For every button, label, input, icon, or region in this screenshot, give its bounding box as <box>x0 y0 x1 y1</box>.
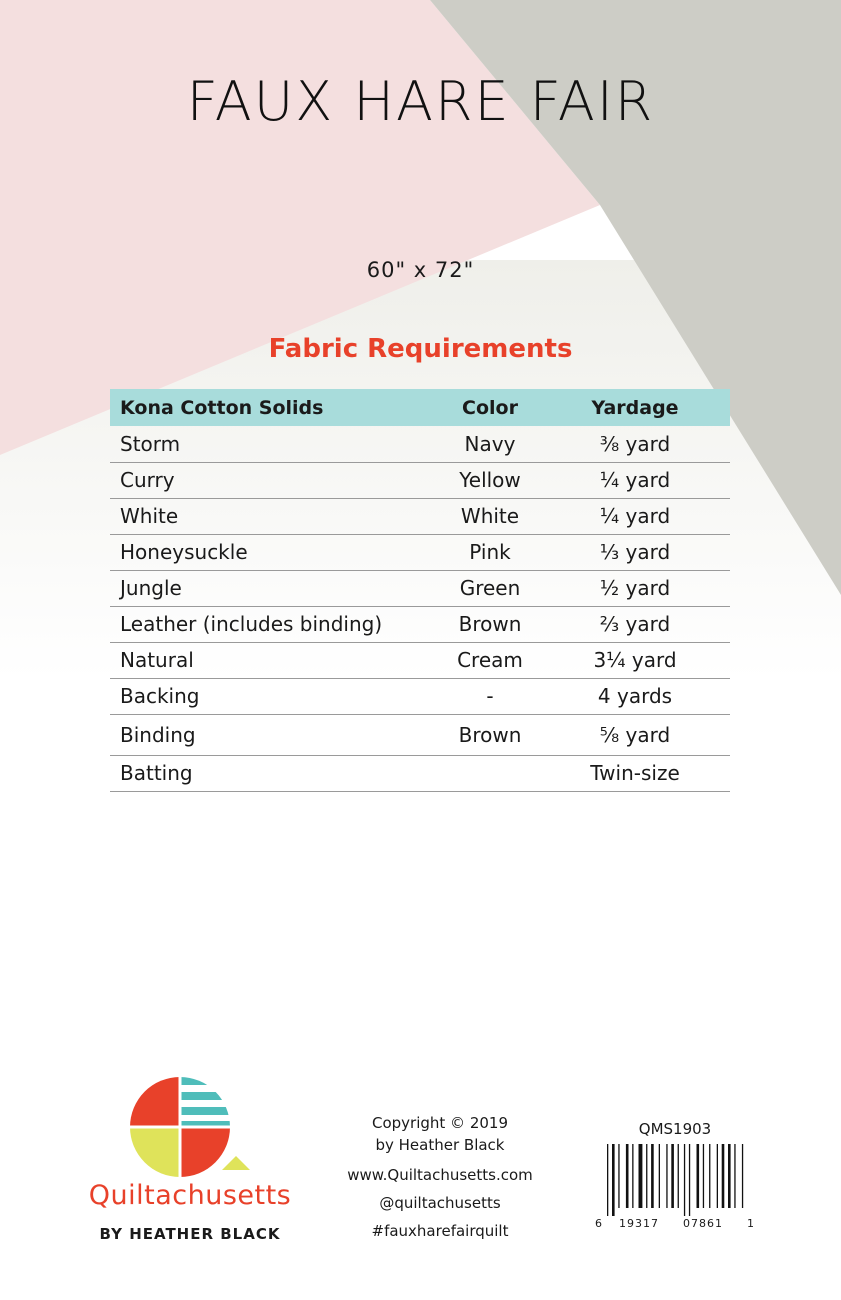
barcode-bar <box>612 1144 615 1216</box>
barcode-bar <box>684 1144 685 1216</box>
copyright-line: Copyright © 2019 <box>371 1114 508 1132</box>
barcode-digit-check: 1 <box>747 1217 755 1230</box>
cell-yardage: ³⁄₈ yard <box>540 426 730 462</box>
table-row <box>110 714 730 755</box>
barcode-bar <box>618 1144 619 1208</box>
barcode-bar <box>678 1144 679 1208</box>
barcode-bar <box>728 1144 731 1208</box>
cell-yardage: ¼ yard <box>540 498 730 534</box>
barcode-bar <box>689 1144 690 1216</box>
section-title: Fabric Requirements <box>268 334 573 364</box>
cell-color: Brown <box>440 714 540 755</box>
brand-byline: BY HEATHER BLACK <box>99 1225 281 1243</box>
barcode-block <box>595 1120 755 1240</box>
barcode-bar <box>651 1144 654 1208</box>
cell-fabric: Leather (includes binding) <box>110 606 440 642</box>
credits-block <box>320 1112 560 1242</box>
cell-yardage: Twin-size <box>540 755 730 791</box>
cell-yardage: ⁵⁄₈ yard <box>540 714 730 755</box>
brand-name: Quiltachusetts <box>88 1180 292 1211</box>
barcode-bar <box>734 1144 735 1208</box>
barcode-bar <box>722 1144 725 1208</box>
barcode-icon <box>605 1144 745 1216</box>
cell-color: Cream <box>440 642 540 678</box>
cell-color: - <box>440 678 540 714</box>
cell-color: Navy <box>440 426 540 462</box>
cell-yardage: 4 yards <box>540 678 730 714</box>
sku-code: QMS1903 <box>638 1120 712 1138</box>
header-yardage: Yardage <box>540 389 730 426</box>
table-row <box>110 606 730 642</box>
table-row <box>110 642 730 678</box>
barcode-bar <box>632 1144 633 1208</box>
quilt-size: 60" x 72" <box>366 258 475 282</box>
barcode-bar <box>742 1144 743 1208</box>
barcode-bar <box>646 1144 647 1208</box>
cell-yardage: ½ yard <box>540 570 730 606</box>
quiltachusetts-logo <box>60 1070 320 1250</box>
table-header-row <box>110 389 730 426</box>
table-row <box>110 498 730 534</box>
table-row <box>110 755 730 791</box>
social-handle: @quiltachusetts <box>379 1194 501 1212</box>
hashtag: #fauxharefairquilt <box>371 1222 509 1240</box>
cell-fabric: Backing <box>110 678 440 714</box>
cell-color: Brown <box>440 606 540 642</box>
barcode-bar <box>626 1144 629 1208</box>
website-link[interactable]: www.Quiltachusetts.com <box>347 1166 533 1184</box>
barcode-bar <box>639 1144 643 1208</box>
cell-fabric: Curry <box>110 462 440 498</box>
barcode-bar <box>659 1144 660 1208</box>
barcode-digits-left: 19317 <box>619 1217 659 1230</box>
barcode-bar <box>607 1144 608 1216</box>
cell-fabric: Honeysuckle <box>110 534 440 570</box>
cell-yardage: ¹⁄₃ yard <box>540 534 730 570</box>
table-row <box>110 678 730 714</box>
barcode-bar <box>697 1144 700 1208</box>
cell-color: Green <box>440 570 540 606</box>
cell-yardage: 3¼ yard <box>540 642 730 678</box>
cell-color <box>440 755 540 791</box>
pattern-title: FAUX HARE FAIR <box>186 70 655 133</box>
cell-yardage: ¼ yard <box>540 462 730 498</box>
header-color: Color <box>440 389 540 426</box>
cell-fabric: Natural <box>110 642 440 678</box>
cell-fabric: Storm <box>110 426 440 462</box>
barcode-bar <box>666 1144 667 1208</box>
cell-yardage: ²⁄₃ yard <box>540 606 730 642</box>
header-fabric: Kona Cotton Solids <box>110 389 440 426</box>
cell-color: Pink <box>440 534 540 570</box>
barcode-bar <box>717 1144 718 1208</box>
barcode-bar <box>703 1144 704 1208</box>
cell-color: Yellow <box>440 462 540 498</box>
cell-fabric: Jungle <box>110 570 440 606</box>
fabric-requirements-table <box>110 389 730 792</box>
cell-fabric: Binding <box>110 714 440 755</box>
barcode-digit-lead: 6 <box>595 1217 603 1230</box>
barcode-bar <box>671 1144 674 1208</box>
cell-color: White <box>440 498 540 534</box>
quilt-circle-logo-icon <box>126 1074 256 1184</box>
author-line: by Heather Black <box>375 1136 505 1154</box>
table-row <box>110 426 730 462</box>
barcode-bar <box>709 1144 710 1208</box>
table-row <box>110 570 730 606</box>
table-row <box>110 534 730 570</box>
cell-fabric: White <box>110 498 440 534</box>
table-row <box>110 462 730 498</box>
barcode-digits-right: 07861 <box>683 1217 723 1230</box>
cell-fabric: Batting <box>110 755 440 791</box>
